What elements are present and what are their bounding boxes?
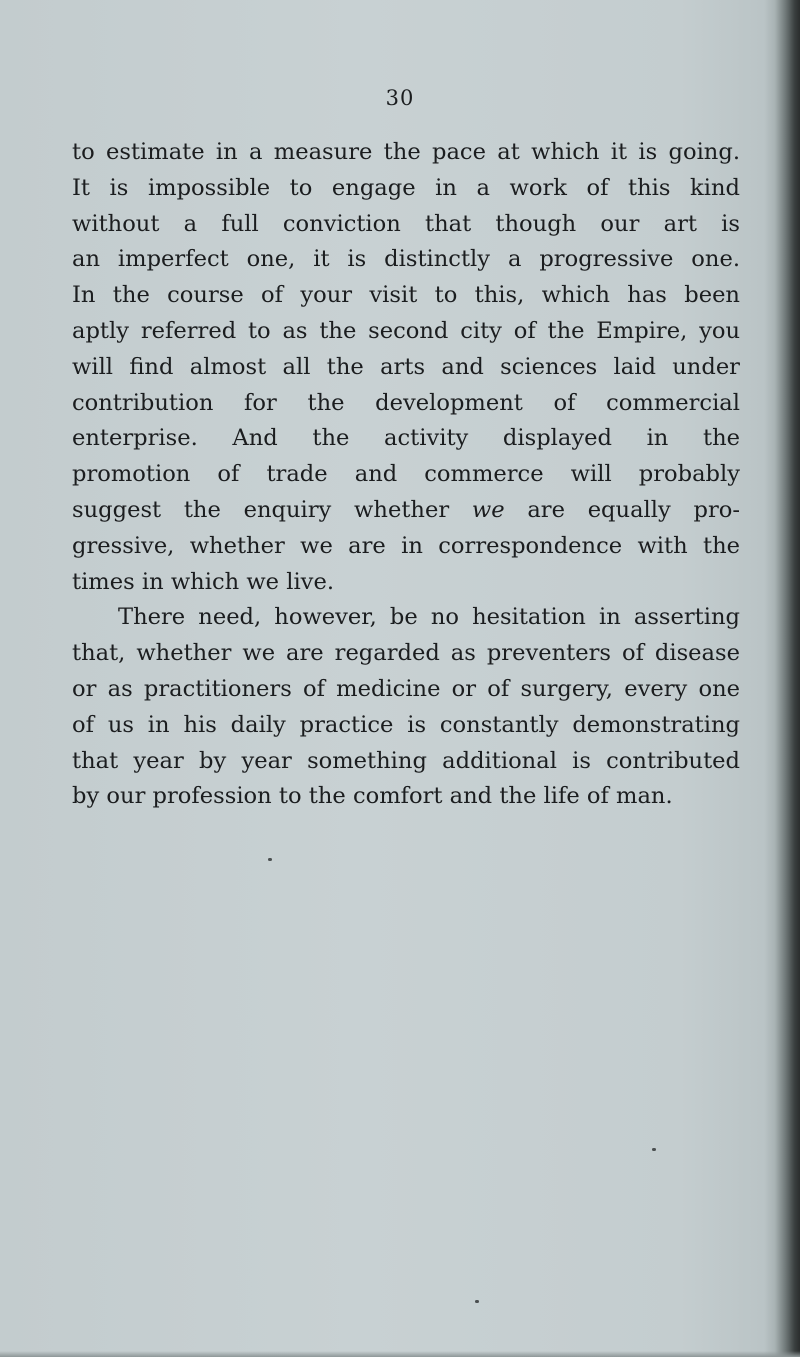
paper-speck [268,858,272,861]
text-line: aptly referred to as the second city of the Empire, you [72,317,740,344]
paper-speck [475,1300,479,1303]
text-line: to estimate in a measure the pace at which it is going. [72,139,740,165]
page-edge-shadow [764,0,800,1357]
paper-speck [652,1148,656,1151]
text-line: gressive, whether we are in correspondence with the [72,532,740,559]
text-line: without a full conviction that though our art is [72,210,740,237]
paragraph-2 [72,600,740,815]
body-text [72,135,740,815]
text-line: It is impossible to engage in a work of this kind [72,174,740,201]
text-line: contribution for the development of commercial [72,389,740,416]
text-line: will find almost all the arts and sciences laid under [72,353,740,380]
text-line: suggest the enquiry whether we are equally pro- [72,496,740,523]
text-line: enterprise. And the activity displayed in the [72,425,740,452]
text-line: an imperfect one, it is distinctly a progressive one. [72,246,740,273]
text-line: In the course of your visit to this, which has been [72,282,740,309]
text-line: that, whether we are regarded as preventers of disease [72,640,740,667]
text-line: promotion of trade and commerce will probably [72,461,740,488]
text-line: by our profession to the comfort and the life of man. [72,783,673,810]
page-number: 30 [385,86,415,110]
paragraph-1 [72,135,740,600]
text-line: times in which we live. [72,568,335,595]
text-line: of us in his daily practice is constantly demonstrating [72,711,740,738]
text-line: There need, however, be no hesitation in asserting [118,604,740,631]
text-line: that year by year something additional is contributed [72,747,740,774]
text-line: or as practitioners of medicine or of surgery, every one [72,675,740,702]
page-bottom-edge [0,1351,800,1357]
